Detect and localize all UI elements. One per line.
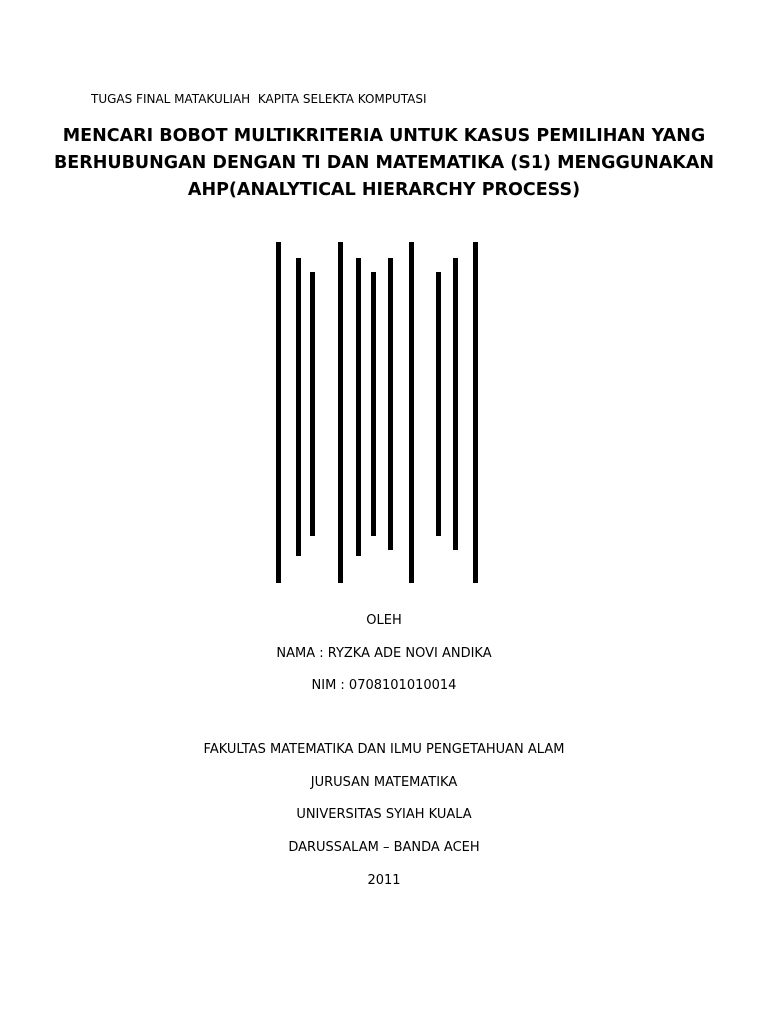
department-name: JURUSAN MATEMATIKA — [310, 775, 458, 790]
logo-bar — [473, 242, 478, 583]
university-name: UNIVERSITAS SYIAH KUALA — [296, 807, 472, 822]
author-name: NAMA : RYZKA ADE NOVI ANDIKA — [276, 646, 492, 661]
logo-bar — [453, 258, 458, 550]
logo-bar — [436, 272, 441, 536]
logo-bar — [310, 272, 315, 536]
title-line-2: BERHUBUNGAN DENGAN TI DAN MATEMATIKA (S1) MENGGUNAKAN — [53, 153, 715, 173]
faculty-name: FAKULTAS MATEMATIKA DAN ILMU PENGETAHUAN ALAM — [203, 742, 565, 757]
location-name: DARUSSALAM – BANDA ACEH — [288, 840, 480, 855]
logo-bar — [388, 258, 393, 550]
title-line-1: MENCARI BOBOT MULTIKRITERIA UNTUK KASUS PEMILIHAN YANG — [62, 126, 706, 146]
title-line-3: AHP(ANALYTICAL HIERARCHY PROCESS) — [187, 180, 581, 200]
logo-bar — [338, 242, 343, 583]
logo-bar — [356, 258, 361, 556]
logo-bar — [371, 272, 376, 536]
course-heading: TUGAS FINAL MATAKULIAH KAPITA SELEKTA KOMPUTASI — [91, 92, 427, 106]
logo-bar — [276, 242, 281, 583]
logo-bar — [296, 258, 301, 556]
by-label: OLEH — [366, 613, 402, 628]
author-nim: NIM : 0708101010014 — [311, 678, 457, 693]
logo-bar — [409, 242, 414, 583]
document-year: 2011 — [367, 873, 401, 888]
